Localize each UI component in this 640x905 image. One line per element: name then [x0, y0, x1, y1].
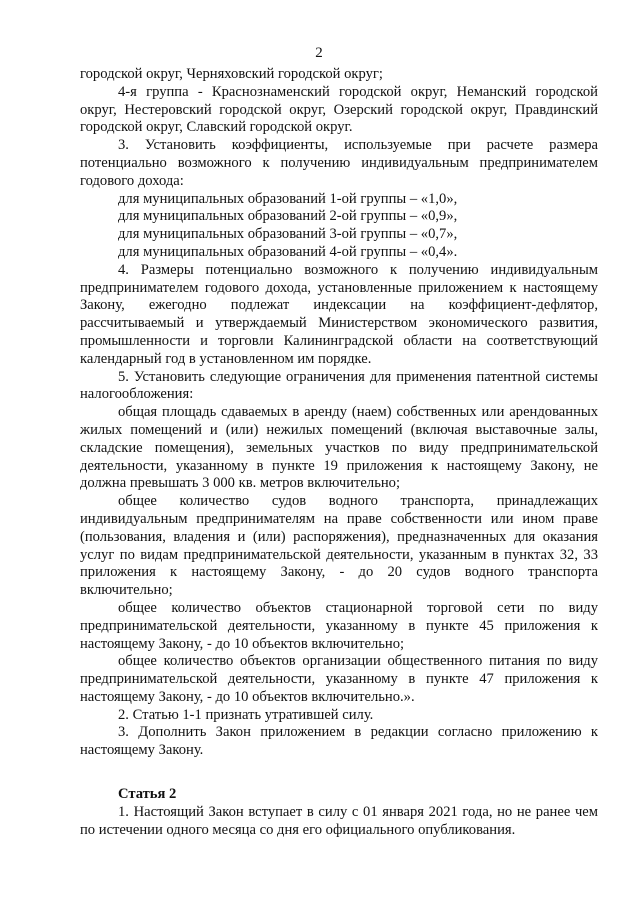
paragraph-restriction-catering: общее количество объектов организации общественного питания по виду предпринимательской деятельности, указанному в пункте 47 приложения к настоящему Закону, - до 10 объектов включительно.».: [80, 653, 598, 705]
page-number: 2: [315, 45, 323, 61]
coefficient-group-4: для муниципальных образований 4-ой группы – «0,4».: [118, 243, 458, 260]
paragraph-restriction-area: общая площадь сдаваемых в аренду (наем) собственных или арендованных жилых помещений и (или) нежилых помещений (включая выставочные залы, складские помещения), земельных участков по виду предпринимательской деятельности, указанному в пункте 19 приложения к настоящему Закону, не должна превышать 3 000 кв. метров включительно;: [80, 404, 598, 492]
article-2-heading: Статья 2: [118, 786, 177, 803]
law-text: [80, 66, 598, 839]
paragraph-indexation: 4. Размеры потенциально возможного к получению индивидуальным предпринимателем годового дохода, установленные приложением к настоящему Закону, ежегодно подлежат индексации на коэффициент-дефлятор, рассчитываемый и утверждаемый Министерством экономического развития, промышленности и торговли Калининградской области на соответствующий календарный год в установленном им порядке.: [80, 261, 598, 367]
paragraph-article-1-1-repeal: 2. Статью 1-1 признать утратившей силу.: [118, 706, 374, 723]
paragraph-continuation: городской округ, Черняховский городской округ;: [80, 66, 383, 82]
paragraph-restriction-vessels: общее количество судов водного транспорта, принадлежащих индивидуальным предпринимателям на праве собственности или ином праве (пользования, владения и (или) распоряжения), предназначенных для оказания услуг по видам предпринимательской деятельности, указанным в пунктах 32, 33 приложения к настоящему Закону, - до 20 судов водного транспорта включительно;: [80, 493, 598, 599]
coefficient-group-2: для муниципальных образований 2-ой группы – «0,9»,: [118, 208, 458, 225]
paragraph-group-4: 4-я группа - Краснознаменский городской округ, Неманский городской округ, Нестеровский городской округ, Озерский городской округ, Правдинский городской округ, Славский городской округ.: [80, 83, 598, 136]
paragraph-coefficients-intro: 3. Установить коэффициенты, используемые при расчете размера потенциально возможного к получению индивидуальным предпринимателем годового дохода:: [80, 137, 598, 189]
coefficient-group-3: для муниципальных образований 3-ой группы – «0,7»,: [118, 226, 458, 243]
paragraph-restriction-retail: общее количество объектов стационарной торговой сети по виду предпринимательской деятельности, указанному в пункте 45 приложения к настоящему Закону, - до 10 объектов включительно;: [80, 599, 598, 652]
paragraph-appendix: 3. Дополнить Закон приложением в редакции согласно приложению к настоящему Закону.: [80, 724, 598, 759]
article-2-text: 1. Настоящий Закон вступает в силу с 01 января 2021 года, но не ранее чем по истечении одного месяца со дня его официального опубликования.: [80, 803, 598, 838]
paragraph-restrictions-intro: 5. Установить следующие ограничения для применения патентной системы налогообложения:: [80, 368, 598, 403]
coefficient-group-1: для муниципальных образований 1-ой группы – «1,0»,: [118, 190, 458, 207]
